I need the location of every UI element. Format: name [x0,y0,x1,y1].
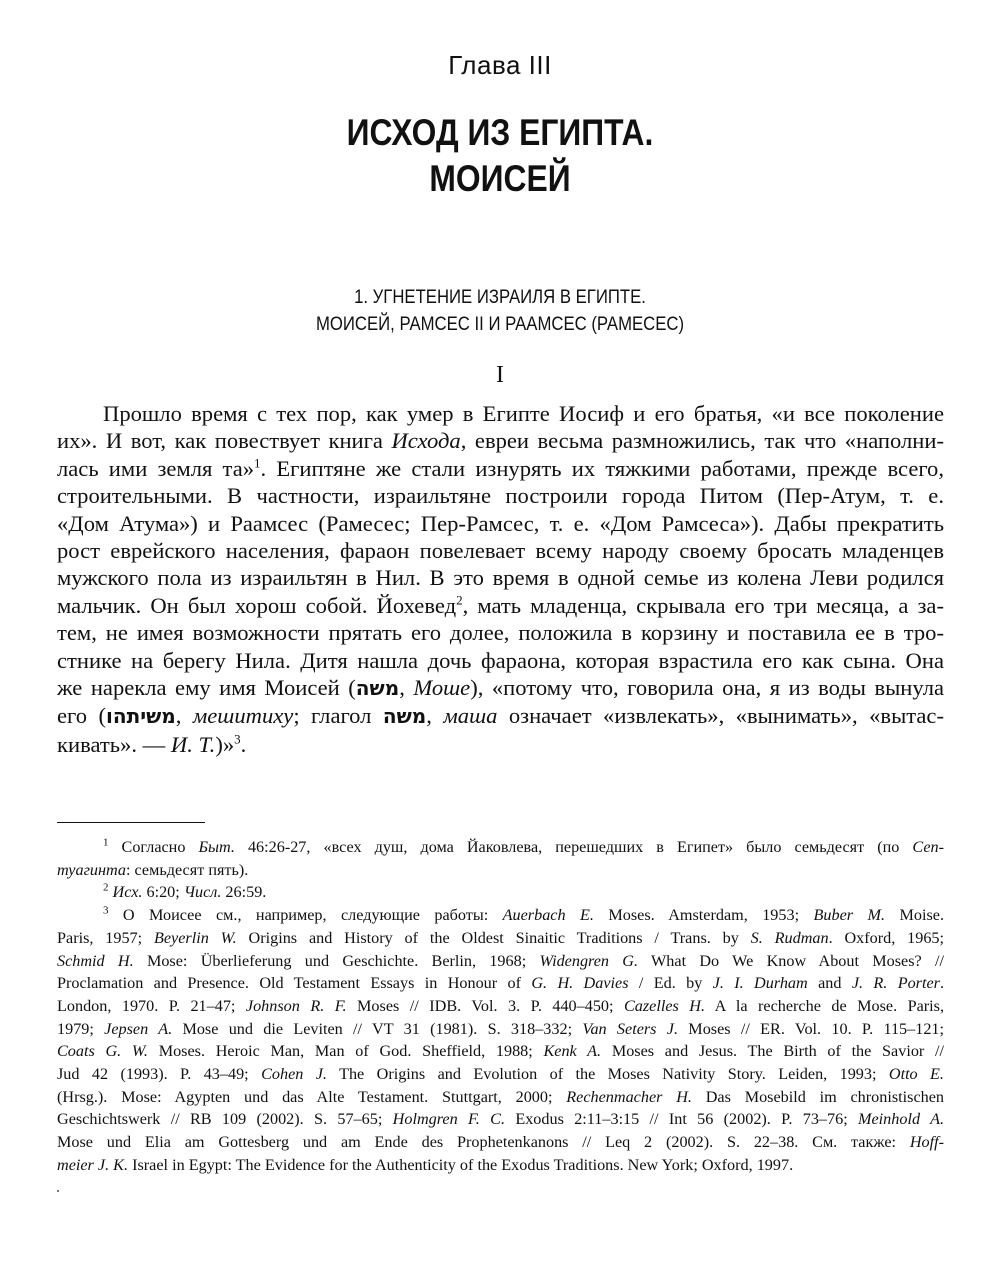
chapter-title [70,110,930,202]
footnote-2: $^2$ Исх. 6:20; Числ. 26:59. [103,882,267,902]
body-line: же нарекла ему имя Моисей (משה, Моше), «потому что, говорила она, я из воды вынула [57,675,944,701]
section-heading [60,284,940,338]
footnote-1-cont: туагинта: семьдесят пять). [57,860,249,879]
footnote-ref-3[interactable]: 3 [234,731,241,747]
scan-speck [57,1190,59,1192]
hebrew-word: משה [382,704,427,729]
footnote-3-cont: London, 1970. P. 21–47; Johnson R. F. Moses // IDB. Vol. 3. P. 440–450; Cazelles H. A la recherche de Mose. Paris, [57,996,945,1015]
body-line: его (משיתהו, мешитиху; глагол משה, маша означает «извлекать», «вынимать», «вытас- [57,703,944,729]
body-line: рост еврейского населения, фараон повелевает всему народу своему бросать младенцев [57,538,944,564]
body-line: мужского пола из израильтян в Нил. В это время в одной семье из колена Леви родился [57,565,944,591]
footnote-ref-1[interactable]: 1 [254,455,261,471]
footnote-1: $^1$ Согласно Быт. 46:26-27, «всех душ, дома Йаковлева, перешедших в Египет» было семьдесят (по Сеп- [103,836,944,856]
footnote-divider [57,822,205,823]
footnote-3-cont: Coats G. W. Moses. Heroic Man, Man of God. Sheffield, 1988; Kenk A. Moses and Jesus. The Birth of the Savior // [57,1042,945,1061]
footnote-3-cont: Geschichtswerk // RB 109 (2002). S. 57–65; Holmgren F. C. Exodus 2:11–3:15 // Int 56 (2002). P. 73–76; Meinhold A. [57,1110,945,1129]
footnote-3: $^3$ О Моисее см., например, следующие работы: Auerbach E. Moses. Amsterdam, 1953; Buber M. Moise. [103,904,944,925]
body-line: стнике на берегу Нила. Дитя нашла дочь фараона, которая взрастила его как сына. Она [57,647,944,673]
hebrew-word: משה [355,676,400,701]
section-heading-line-2: МОИСЕЙ, РАМСЕС II И РААМСЕС (РАМЕСЕС) [315,314,685,335]
body-paragraph [57,400,944,758]
footnote-3-cont: Schmid H. Mose: Überlieferung und Geschichte. Berlin, 1968; Widengren G. What Do We Know About Moses? // [57,951,945,970]
footnotes [57,836,944,1177]
footnote-3-cont: meier J. K. Israel in Egypt: The Evidence for the Authenticity of the Exodus Traditions. New York; Oxford, 1997. [57,1155,794,1174]
footnote-3-cont: Proclamation and Presence. Old Testament Essays in Honour of G. H. Davies / Ed. by J. I. Durham and J. R. Porter. [57,974,945,993]
hebrew-word: משיתהו [105,704,176,729]
section-heading-line-1: 1. УГНЕТЕНИЕ ИЗРАИЛЯ В ЕГИПТЕ. [354,287,646,308]
footnote-3-cont: 1979; Jepsen A. Mose und die Leviten // VT 31 (1981). S. 318–332; Van Seters J. Moses // ER. Vol. 10. P. 115–121; [57,1019,945,1038]
chapter-label: Глава III [448,50,552,80]
body-line: тем, не имея возможности прятать его долее, положила в корзину и поставила ее в тро- [57,620,944,646]
footnote-3-cont: Mose und Elia am Gottesberg und am Ende des Prophetenkanons // Leq 2 (2002). S. 22–38. См. также: Hoff- [57,1133,944,1152]
body-line: мальчик. Он был хорош собой. Йохевед$^2$, мать младенца, скрывала его три месяца, а за- [57,592,944,618]
footnote-ref-2[interactable]: 2 [456,592,463,608]
body-line: Прошло время с тех пор, как умер в Египте Иосиф и его братья, «и все поколение [103,401,944,426]
footnote-3-cont: (Hrsg.). Mose: Agypten und das Alte Testament. Stuttgart, 2000; Rechenmacher H. Das Mosebild im chronistischen [57,1087,944,1106]
body-line: кивать». — И. Т.)»$^3$. [57,731,247,757]
body-line: «Дом Атума») и Раамсес (Рамесес; Пер-Рамсес, т. е. «Дом Рамсеса»). Дабы прекратить [57,510,944,536]
footnote-3-cont: Paris, 1957; Beyerlin W. Origins and History of the Oldest Sinaitic Traditions / Trans. by S. Rudman. Oxford, 1965; [57,928,945,947]
chapter-title-line-1: ИСХОД ИЗ ЕГИПТА. [346,112,654,153]
body-line: лась ими земля та»$^1$. Египтяне же стали изнурять их тяжкими работами, прежде всего, [57,455,944,481]
part-number: I [496,362,504,388]
footnote-3-cont: Jud 42 (1993). P. 43–49; Cohen J. The Origins and Evolution of the Moses Nativity Story. Leiden, 1993; Otto E. [57,1065,944,1084]
body-line: их». И вот, как повествует книга Исхода, евреи весьма размножились, так что «наполни- [57,428,944,454]
body-line: строительными. В частности, израильтяне построили города Питом (Пер-Атум, т. е. [57,483,944,509]
chapter-title-line-2: МОИСЕЙ [429,158,571,199]
